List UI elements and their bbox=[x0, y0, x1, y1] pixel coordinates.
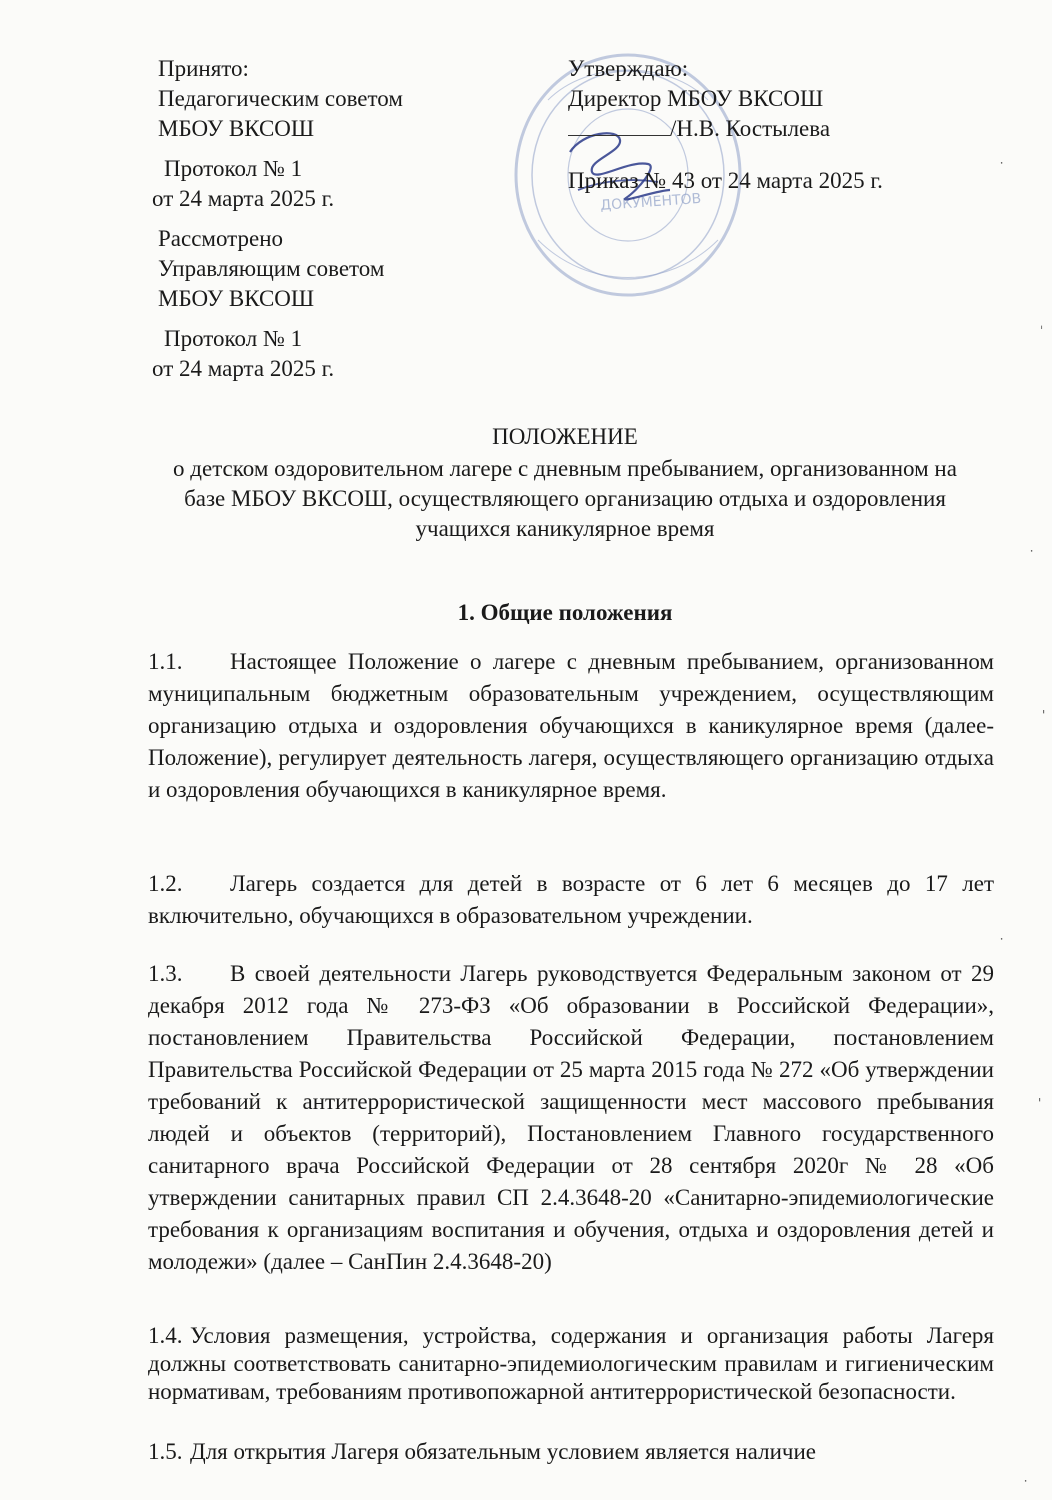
paragraph-text: Настоящее Положение о лагере с дневным пребыванием, организованном муниципальным бюджетным образовательным учреждением, осуществляющим организацию отдыха и оздоровления обучающихся в каникулярное время (далее- Положение), регулирует деятельность лагеря, осуществляющего организацию отдыха и оздоровления обучающихся в каникулярное время. bbox=[148, 649, 994, 802]
school-name-2: МБОУ ВКСОШ bbox=[158, 286, 315, 311]
director-signature-line bbox=[568, 114, 830, 144]
paragraph-number: 1.1. bbox=[148, 649, 183, 674]
accepted-label: Принято: bbox=[158, 56, 249, 81]
document-subtitle-1: о детском оздоровительном лагере с дневным пребыванием, организованном на bbox=[173, 456, 957, 481]
pedagogical-council: Педагогическим советом bbox=[158, 86, 403, 111]
order-info: Приказ № 43 от 24 марта 2025 г. bbox=[568, 168, 883, 193]
scan-mark: ˌ bbox=[1040, 316, 1044, 330]
approval-block-left bbox=[152, 54, 403, 384]
paragraph-number: 1.2. bbox=[148, 871, 183, 896]
paragraph-number: 1.5. bbox=[148, 1439, 183, 1464]
approval-block-right bbox=[568, 54, 830, 144]
paragraph-1-1 bbox=[148, 646, 994, 806]
scan-mark: ' bbox=[1038, 1096, 1042, 1110]
protocol-date-2: от 24 марта 2025 г. bbox=[152, 356, 335, 381]
paragraph-text: Для открытия Лагеря обязательным условием является наличие bbox=[190, 1439, 816, 1464]
director-name: /Н.В. Костылева bbox=[670, 116, 831, 141]
document-heading: ПОЛОЖЕНИЕ bbox=[492, 424, 638, 449]
protocol-number-2: Протокол № 1 bbox=[164, 326, 303, 351]
paragraph-number: 1.4. bbox=[148, 1323, 183, 1348]
protocol-number: Протокол № 1 bbox=[164, 156, 303, 181]
management-council: Управляющим советом bbox=[158, 256, 385, 281]
scan-mark: ⸳ bbox=[1000, 930, 1004, 944]
approve-label: Утверждаю: bbox=[568, 56, 689, 81]
paragraph-text: Условия размещения, устройства, содержания и организация работы Лагеря должны соответствовать санитарно-эпидемиологическим правилам и гигиеническим нормативам, требованиям противопожарной антитеррористической безопасности. bbox=[148, 1323, 994, 1404]
section-title: 1. Общие положения bbox=[457, 600, 673, 625]
document-subtitle-3: учащихся каникулярное время bbox=[415, 516, 715, 541]
paragraph-1-5 bbox=[148, 1438, 994, 1466]
paragraph-text: В своей деятельности Лагерь руководствуется Федеральным законом от 29 декабря 2012 года № 273-ФЗ «Об образовании в Российской Федерации», постановлением Правительства Российской Федерации, постановлением Правительства Российской Федерации от 25 марта 2015 года № 272 «Об утверждении требований к антитеррористической защищенности мест массового пребывания людей и объектов (территорий), Постановлением Главного государственного санитарного врача Российской Федерации от 28 сентября 2020г № 28 «Об утверждении санитарных правил СП 2.4.3648-20 «Санитарно-эпидемиологические требования к организациям воспитания и обучения, отдыха и оздоровления детей и молодежи» (далее – СанПин 2.4.3648-20) bbox=[148, 961, 994, 1274]
paragraph-1-2 bbox=[148, 868, 994, 932]
school-name: МБОУ ВКСОШ bbox=[158, 116, 315, 141]
paragraph-1-3 bbox=[148, 958, 994, 1278]
director-title: Директор МБОУ ВКСОШ bbox=[568, 86, 824, 111]
paragraph-1-4 bbox=[148, 1322, 994, 1406]
scan-mark: ' bbox=[1042, 708, 1046, 722]
paragraph-number: 1.3. bbox=[148, 961, 183, 986]
document-subtitle-2: базе МБОУ ВКСОШ, осуществляющего организацию отдыха и оздоровления bbox=[184, 486, 946, 511]
scan-mark: ⸳ bbox=[1030, 542, 1034, 556]
scan-mark: ⸳ bbox=[1024, 1472, 1028, 1486]
paragraph-text: Лагерь создается для детей в возрасте от 6 лет 6 месяцев до 17 лет включительно, обучающихся в образовательном учреждении. bbox=[148, 871, 994, 928]
protocol-date: от 24 марта 2025 г. bbox=[152, 186, 335, 211]
seal-text: ДОКУМЕНТОВ bbox=[599, 190, 702, 214]
reviewed-label: Рассмотрено bbox=[158, 226, 284, 251]
scan-mark: ⸳ bbox=[1000, 154, 1004, 168]
